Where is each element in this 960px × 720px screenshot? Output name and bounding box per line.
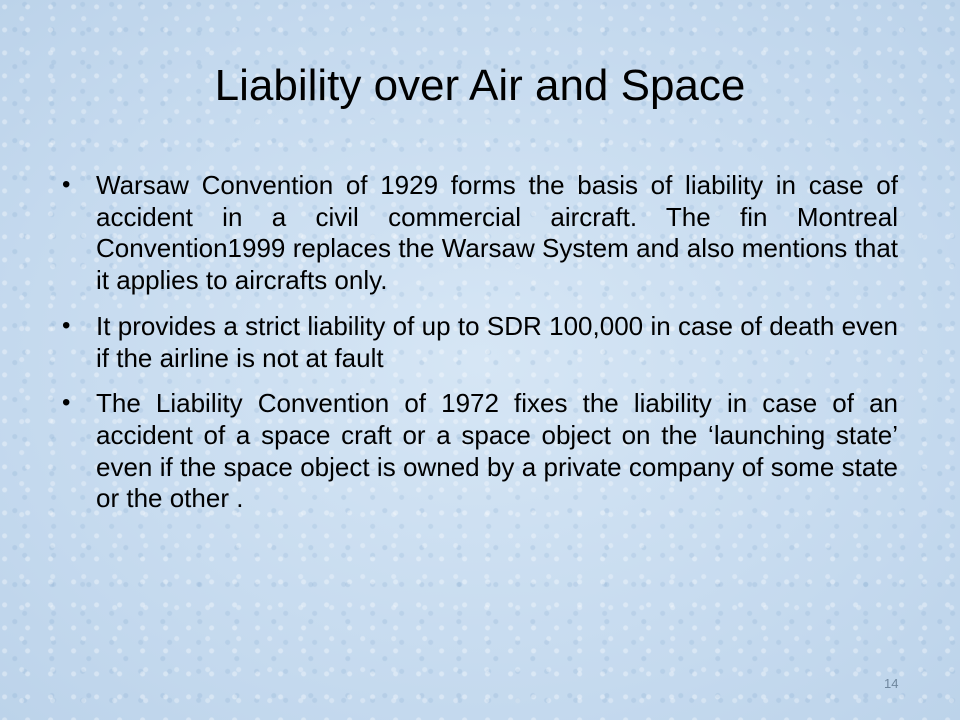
list-item — [60, 170, 898, 297]
bullet-list — [60, 170, 898, 529]
bullet-text: Warsaw Convention of 1929 forms the basis of liability in case of accident in a civil commercial aircraft. The fin Montreal Convention1999 replaces the Warsaw System and also mentions that it applies to aircrafts only. — [96, 170, 898, 296]
slide-title: Liability over Air and Space — [214, 61, 746, 110]
page-number: 14 — [884, 676, 899, 691]
bullet-icon: • — [62, 389, 71, 417]
bullet-text: The Liability Convention of 1972 fixes the liability in case of an accident of a space craft or a space object on the ‘launching state’ even if the space object is owned by a private company of some state or the other . — [96, 388, 898, 514]
bullet-text: It provides a strict liability of up to SDR 100,000 in case of death even if the airline is not at fault — [96, 310, 898, 373]
bullet-icon: • — [62, 171, 71, 198]
list-item — [60, 311, 898, 374]
bullet-icon: • — [62, 311, 71, 339]
list-item — [60, 388, 898, 515]
